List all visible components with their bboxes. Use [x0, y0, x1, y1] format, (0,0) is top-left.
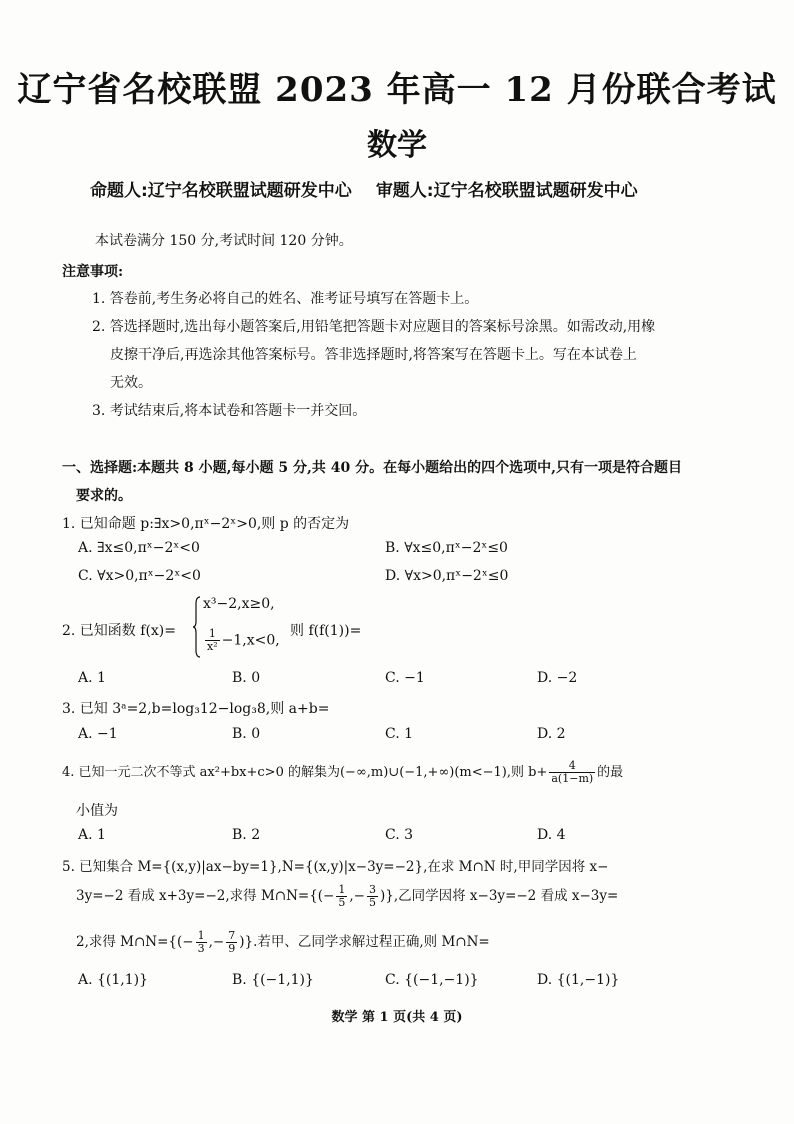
q5-fraction-1: $\frac{1}{5}$ [338, 883, 346, 909]
q1-option-b: B. ∀x≤0,πˣ−2ˣ≤0 [385, 540, 508, 556]
authors-line [90, 176, 638, 201]
section1-heading-line1: 一、选择题:本题共 8 小题,每小题 5 分,共 40 分。在每小题给出的四个选项中,只有一项是符合题目 [62, 460, 682, 476]
q2-case2-fraction: $\frac{1}{\text{x²}}$ [207, 627, 218, 653]
q2-option-a: A. 1 [78, 670, 106, 686]
q5-option-b: B. {(−1,1)} [232, 972, 314, 988]
q5-fraction-4: $\frac{7}{9}$ [228, 929, 236, 955]
q1-stem: 1. 已知命题 p:∃x>0,πˣ−2ˣ>0,则 p 的否定为 [62, 516, 350, 532]
q1-option-c: C. ∀x>0,πˣ−2ˣ<0 [78, 568, 201, 584]
q5-option-a: A. {(1,1)} [78, 972, 149, 988]
notice-item-2-line2: 皮擦干净后,再选涂其他答案标号。答非选择题时,将答案写在答题卡上。写在本试卷上 [110, 347, 637, 363]
piecewise-brace [193, 596, 201, 658]
q2-case-2: $\frac{1}{\text{x²}}$ −1,x<0, [207, 627, 280, 653]
notice-heading: 注意事项: [62, 264, 124, 280]
q5-fraction-3: $\frac{1}{3}$ [197, 929, 205, 955]
q4-stem-line1: 4. 已知一元二次不等式 ax²+bx+c>0 的解集为(−∞,m)∪(−1,+∞)(m<−1),则 b+ $\frac{4}{a(1-m)}$ 的最 [62, 759, 624, 785]
q1-option-d: D. ∀x>0,πˣ−2ˣ≤0 [385, 568, 509, 584]
q3-option-c: C. 1 [385, 726, 414, 742]
q4-option-a: A. 1 [78, 827, 106, 843]
q4-stem-line2: 小值为 [76, 803, 118, 819]
reviewer: 审题人:辽宁名校联盟试题研发中心 [375, 181, 638, 201]
q3-option-a: A. −1 [78, 726, 118, 742]
q2-option-d: D. −2 [537, 670, 578, 686]
q4-option-c: C. 3 [385, 827, 414, 843]
q5-stem-line3: 2,求得 M∩N={(− $\frac{1}{3}$ ,− $\frac{7}{9}$ )}.若甲、乙同学求解过程正确,则 M∩N= [76, 929, 490, 955]
q3-option-d: D. 2 [537, 726, 566, 742]
q1-option-a: A. ∃x≤0,πˣ−2ˣ<0 [78, 540, 200, 556]
q5-stem-line1: 5. 已知集合 M={(x,y)|ax−by=1},N={(x,y)|x−3y=−2},在求 M∩N 时,甲同学因将 x− [62, 859, 609, 875]
q2-stem-post: 则 f(f(1))= [290, 623, 362, 639]
proposer: 命题人:辽宁名校联盟试题研发中心 [90, 181, 352, 201]
q2-option-b: B. 0 [232, 670, 261, 686]
q4-option-d: D. 4 [537, 827, 566, 843]
q3-option-b: B. 0 [232, 726, 261, 742]
q2-stem-pre: 2. 已知函数 f(x)= [62, 623, 176, 639]
page-footer: 数学 第 1 页(共 4 页) [331, 1010, 463, 1025]
q5-fraction-2: $\frac{3}{5}$ [368, 883, 376, 909]
q2-option-c: C. −1 [385, 670, 425, 686]
section1-heading-line2: 要求的。 [76, 488, 132, 504]
q5-stem-line2: 3y=−2 看成 x+3y=−2,求得 M∩N={(− $\frac{1}{5}$ ,− $\frac{3}{5}$ )},乙同学因将 x−3y=−2 看成 x−3y= [76, 883, 619, 909]
q5-option-c: C. {(−1,−1)} [385, 972, 479, 988]
notice-item-3: 3. 考试结束后,将本试卷和答题卡一并交回。 [92, 403, 367, 419]
notice-item-2-line3: 无效。 [110, 375, 152, 391]
notice-item-1: 1. 答卷前,考生务必将自己的姓名、准考证号填写在答题卡上。 [92, 291, 479, 307]
q4-fraction: $\frac{4}{a(1-m)}$ [551, 759, 594, 785]
q5-option-d: D. {(1,−1)} [537, 972, 620, 988]
exam-title: 辽宁省名校联盟 2023 年高一 12 月份联合考试 [17, 70, 777, 110]
notice-item-2-line1: 2. 答选择题时,选出每小题答案后,用铅笔把答题卡对应题目的答案标号涂黑。如需改动,用橡 [92, 319, 656, 335]
q3-stem: 3. 已知 3ᵃ=2,b=log₃12−log₃8,则 a+b= [62, 701, 330, 717]
intro-text: 本试卷满分 150 分,考试时间 120 分钟。 [95, 233, 353, 249]
subject-title: 数学 [367, 128, 427, 163]
q2-case-1: x³−2,x≥0, [203, 596, 275, 612]
q4-option-b: B. 2 [232, 827, 261, 843]
